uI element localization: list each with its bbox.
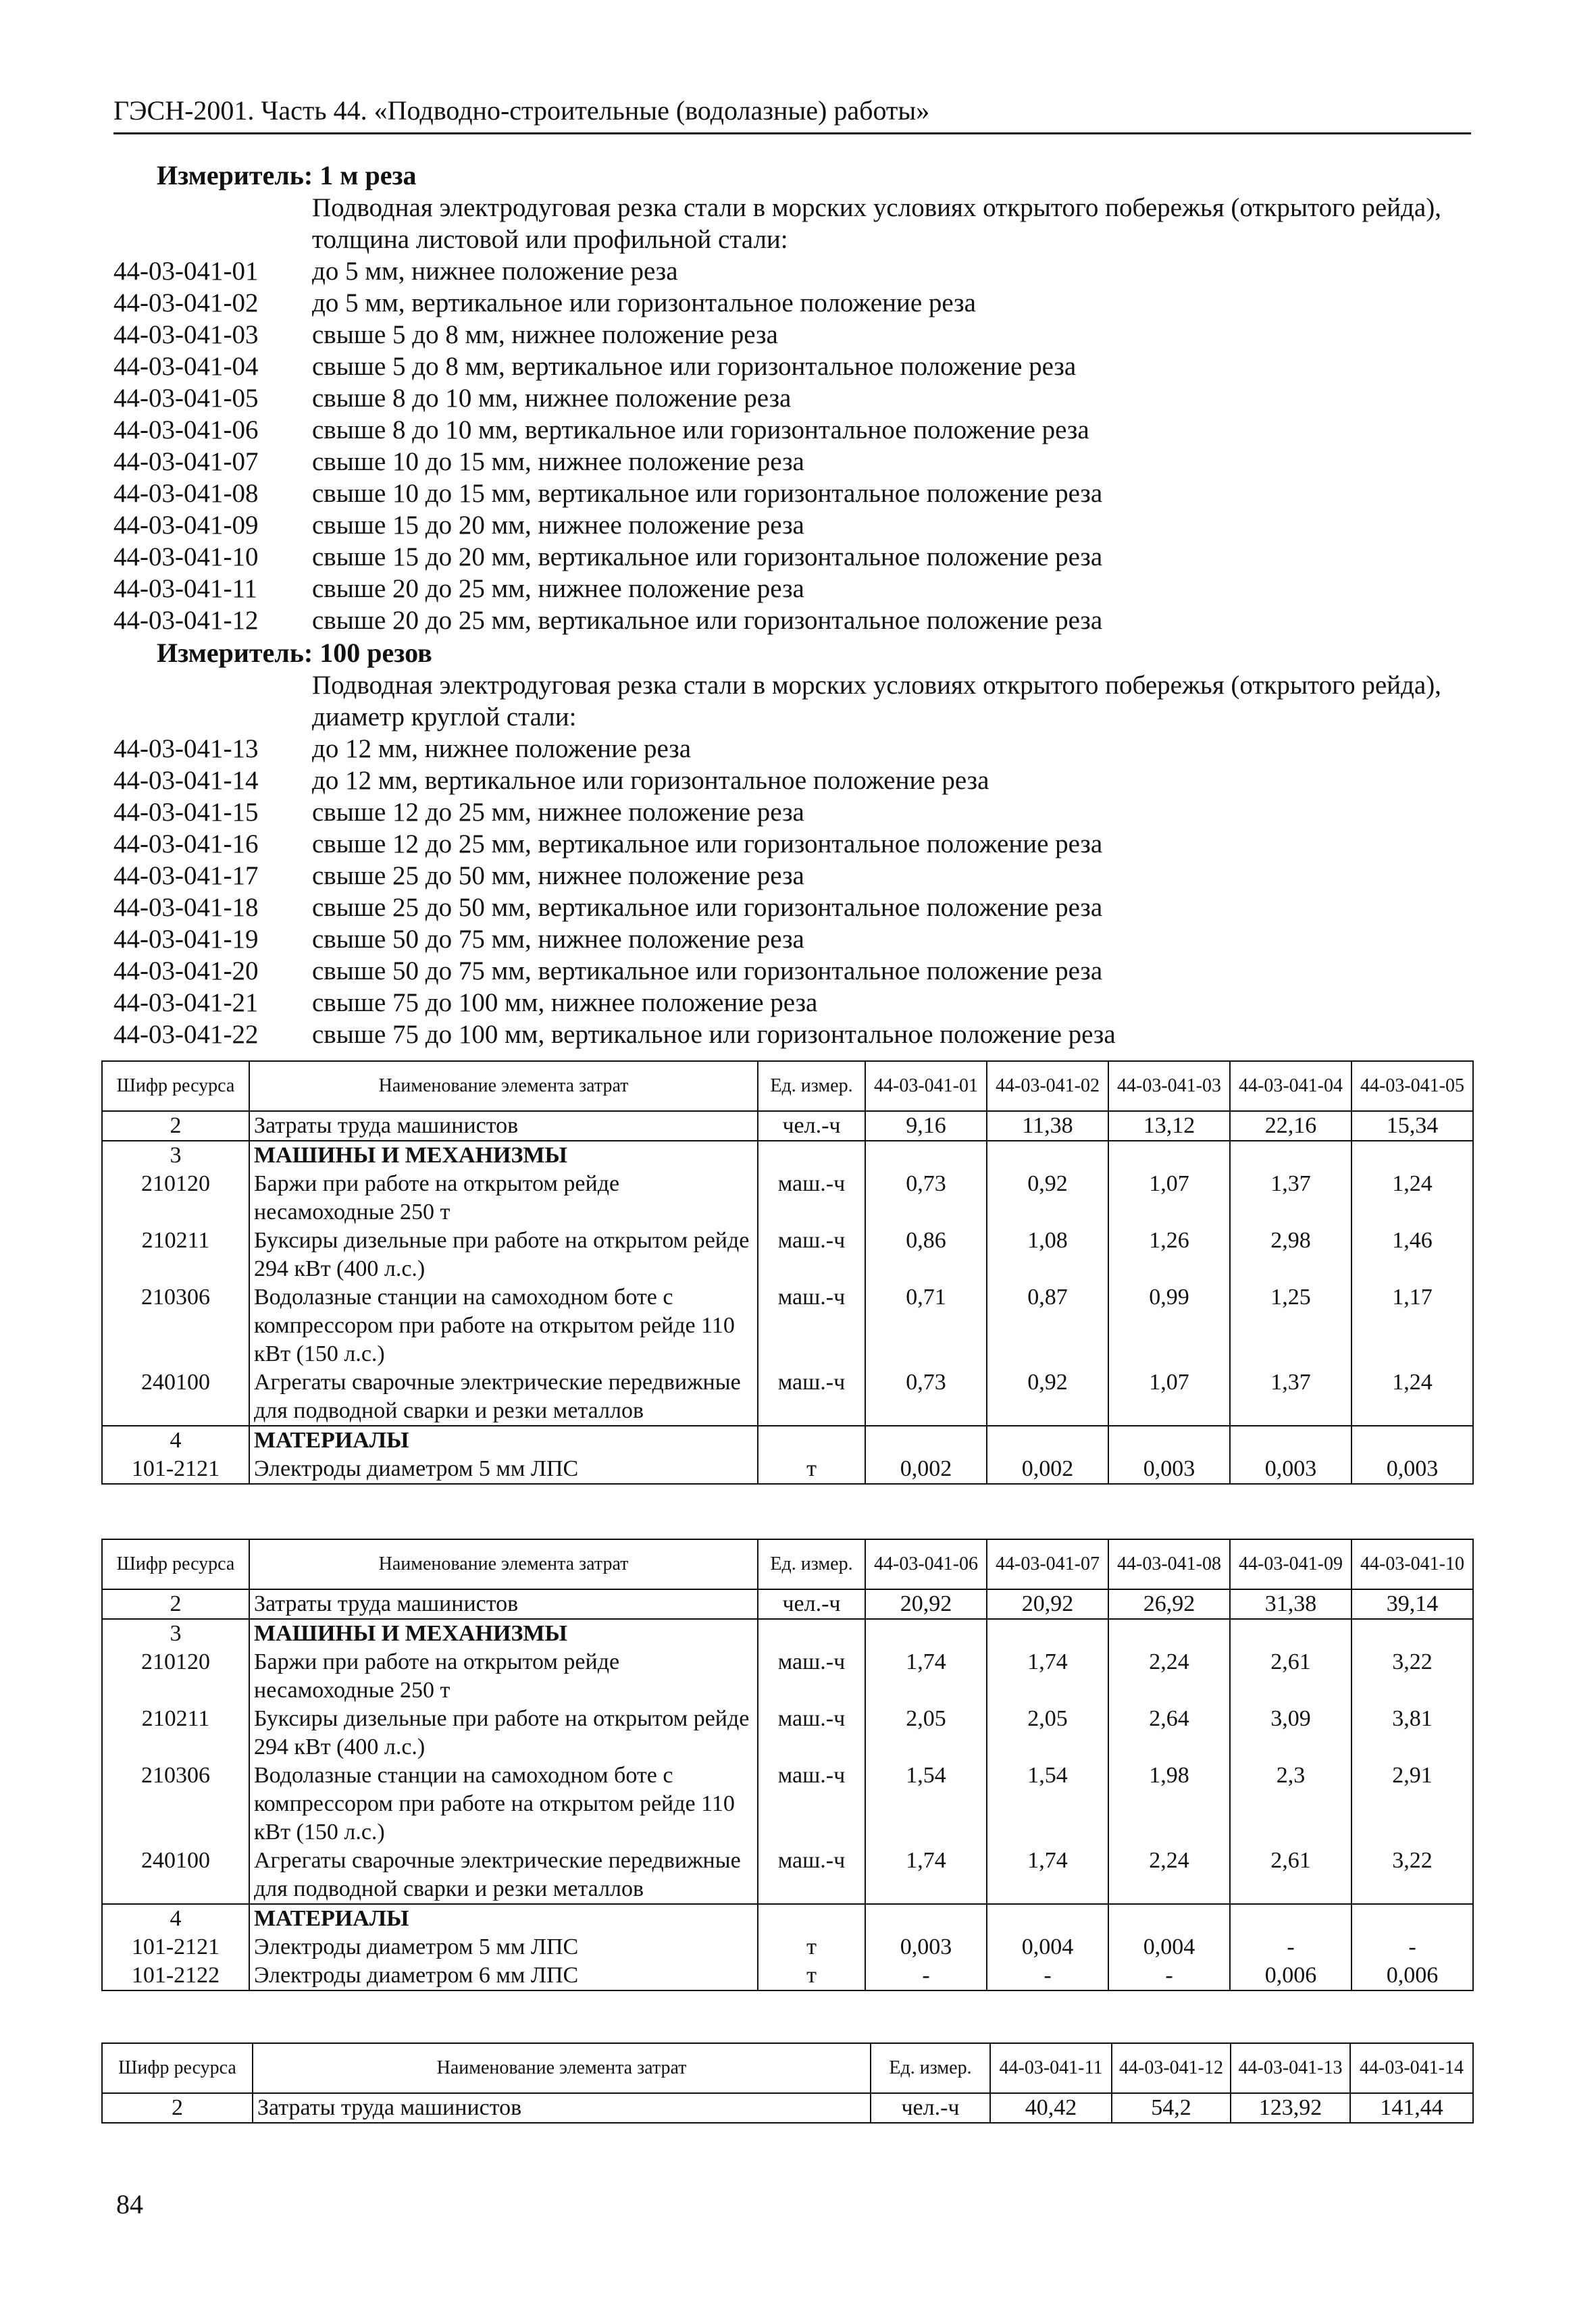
col-header-norm: 44-03-041-03 (1108, 1061, 1230, 1111)
norm-code: 44-03-041-15 (113, 798, 259, 827)
cell-value (1108, 1619, 1230, 1648)
cell-value: 11,38 (987, 1111, 1108, 1141)
norm-item (113, 987, 1116, 1019)
cell-value: 2,61 (1230, 1648, 1352, 1705)
cell-value: 0,87 (987, 1283, 1108, 1368)
norm-code: 44-03-041-12 (113, 606, 259, 635)
cell-value: 1,08 (987, 1227, 1108, 1283)
resource-table-1 (101, 1060, 1474, 1485)
norm-item (113, 605, 1102, 636)
cell-unit: маш.-ч (758, 1762, 865, 1847)
table-row (102, 1170, 1473, 1227)
cell-value (1230, 1619, 1352, 1648)
cell-value: 0,006 (1352, 1961, 1473, 1990)
cell-code: 101-2121 (102, 1455, 249, 1484)
norm-code: 44-03-041-19 (113, 925, 259, 954)
norm-description: свыше 8 до 10 мм, нижнее положение реза (312, 384, 792, 413)
cell-value: - (1352, 1933, 1473, 1961)
cell-name: Затраты труда машинистов (249, 1111, 758, 1141)
col-header-norm: 44-03-041-01 (865, 1061, 987, 1111)
cell-unit (758, 1904, 865, 1933)
resource-table-2 (101, 1539, 1474, 1991)
norm-item (113, 414, 1102, 446)
col-header-name: Наименование элемента затрат (253, 2043, 871, 2093)
norm-description: до 5 мм, нижнее положение реза (312, 257, 678, 286)
table-row (102, 1283, 1473, 1368)
cell-name: Электроды диаметром 6 мм ЛПС (249, 1961, 758, 1990)
cell-value: 3,22 (1352, 1847, 1473, 1904)
cell-name: Агрегаты сварочные электрические передвижные для подводной сварки и резки металлов (249, 1847, 758, 1904)
cell-value: 31,38 (1230, 1589, 1352, 1619)
cell-value: 0,002 (865, 1455, 987, 1484)
cell-unit (758, 1619, 865, 1648)
cell-value: 1,74 (987, 1847, 1108, 1904)
cell-value: 0,006 (1230, 1961, 1352, 1990)
cell-name: Затраты труда машинистов (249, 1589, 758, 1619)
page-header: ГЭСН-2001. Часть 44. «Подводно-строительные (водолазные) работы» (113, 95, 1471, 134)
norm-description: свыше 50 до 75 мм, нижнее положение реза (312, 925, 804, 954)
norm-description: до 12 мм, нижнее положение реза (312, 734, 692, 763)
cell-code: 4 (102, 1904, 249, 1933)
cell-unit: чел.-ч (871, 2093, 990, 2123)
cell-value: 1,98 (1108, 1762, 1230, 1847)
norm-item (113, 828, 1116, 860)
cell-name: Агрегаты сварочные электрические передвижные для подводной сварки и резки металлов (249, 1368, 758, 1426)
table-row (102, 1111, 1473, 1141)
section-row (102, 1141, 1473, 1170)
table-row (102, 1368, 1473, 1426)
cell-value: 40,42 (990, 2093, 1112, 2123)
cell-value: 1,37 (1230, 1368, 1352, 1426)
cell-value: 1,37 (1230, 1170, 1352, 1227)
norm-list-1 (113, 255, 1102, 636)
norm-description: свыше 10 до 15 мм, нижнее положение реза (312, 447, 804, 476)
cell-value: 0,003 (1230, 1455, 1352, 1484)
cell-section-title: МАТЕРИАЛЫ (249, 1426, 758, 1455)
norm-description: свыше 20 до 25 мм, нижнее положение реза (312, 574, 804, 603)
col-header-norm: 44-03-041-12 (1112, 2043, 1231, 2093)
norm-item (113, 955, 1116, 987)
cell-value: 1,46 (1352, 1227, 1473, 1283)
cell-value: 2,24 (1108, 1648, 1230, 1705)
cell-unit: маш.-ч (758, 1227, 865, 1283)
cell-value (1230, 1426, 1352, 1455)
cell-code: 101-2122 (102, 1961, 249, 1990)
norm-item (113, 509, 1102, 541)
cell-code: 101-2121 (102, 1933, 249, 1961)
table-row (102, 1847, 1473, 1904)
norm-description: свыше 5 до 8 мм, вертикальное или горизонтальное положение реза (312, 352, 1077, 381)
cell-value: 1,26 (1108, 1227, 1230, 1283)
norm-item (113, 255, 1102, 287)
norm-item (113, 478, 1102, 509)
norm-description: свыше 8 до 10 мм, вертикальное или горизонтальное положение реза (312, 415, 1089, 444)
cell-value (1352, 1619, 1473, 1648)
col-header-unit: Ед. измер. (758, 1539, 865, 1589)
unit-heading-2: Измеритель: 100 резов (157, 638, 432, 668)
cell-value: 1,07 (1108, 1368, 1230, 1426)
table-row (102, 2093, 1473, 2123)
cell-value: 0,99 (1108, 1283, 1230, 1368)
col-header-code: Шифр ресурса (102, 2043, 253, 2093)
cell-value: 54,2 (1112, 2093, 1231, 2123)
table-row (102, 1961, 1473, 1990)
norm-code: 44-03-041-06 (113, 415, 259, 444)
cell-unit: т (758, 1933, 865, 1961)
section-row (102, 1619, 1473, 1648)
cell-name: Баржи при работе на открытом рейде несамоходные 250 т (249, 1170, 758, 1227)
cell-name: Буксиры дизельные при работе на открытом рейде 294 кВт (400 л.с.) (249, 1227, 758, 1283)
norm-item (113, 319, 1102, 351)
cell-unit: чел.-ч (758, 1111, 865, 1141)
cell-value: 2,3 (1230, 1762, 1352, 1847)
norm-description: свыше 5 до 8 мм, нижнее положение реза (312, 320, 778, 349)
norm-code: 44-03-041-03 (113, 320, 259, 349)
cell-value (1230, 1904, 1352, 1933)
norm-item (113, 573, 1102, 605)
norm-item (113, 765, 1116, 796)
cell-value (1108, 1904, 1230, 1933)
norm-code: 44-03-041-13 (113, 734, 259, 763)
norm-description: свыше 10 до 15 мм, вертикальное или горизонтальное положение реза (312, 479, 1103, 508)
cell-value: 123,92 (1231, 2093, 1350, 2123)
col-header-norm: 44-03-041-11 (990, 2043, 1112, 2093)
cell-code: 210120 (102, 1648, 249, 1705)
cell-unit: т (758, 1961, 865, 1990)
cell-unit: маш.-ч (758, 1170, 865, 1227)
col-header-norm: 44-03-041-04 (1230, 1061, 1352, 1111)
cell-value: 3,22 (1352, 1648, 1473, 1705)
norm-description: свыше 20 до 25 мм, вертикальное или горизонтальное положение реза (312, 606, 1103, 635)
col-header-norm: 44-03-041-10 (1352, 1539, 1473, 1589)
cell-unit: маш.-ч (758, 1847, 865, 1904)
cell-value: 2,05 (865, 1705, 987, 1762)
col-header-name: Наименование элемента затрат (249, 1539, 758, 1589)
cell-value: 1,54 (987, 1762, 1108, 1847)
cell-value (987, 1426, 1108, 1455)
norm-description: свыше 25 до 50 мм, вертикальное или горизонтальное положение реза (312, 893, 1103, 922)
cell-value: 22,16 (1230, 1111, 1352, 1141)
col-header-norm: 44-03-041-09 (1230, 1539, 1352, 1589)
cell-value: 1,24 (1352, 1170, 1473, 1227)
cell-value: 0,73 (865, 1170, 987, 1227)
cell-code: 210211 (102, 1705, 249, 1762)
cell-value (1108, 1426, 1230, 1455)
cell-value: 3,09 (1230, 1705, 1352, 1762)
cell-value: 1,07 (1108, 1170, 1230, 1227)
cell-code: 3 (102, 1619, 249, 1648)
cell-value: 1,25 (1230, 1283, 1352, 1368)
cell-section-title: МАТЕРИАЛЫ (249, 1904, 758, 1933)
cell-value (1352, 1141, 1473, 1170)
cell-unit: маш.-ч (758, 1283, 865, 1368)
cell-value: - (865, 1961, 987, 1990)
cell-value (865, 1141, 987, 1170)
norm-item (113, 796, 1116, 828)
cell-code: 2 (102, 2093, 253, 2123)
norm-description: свыше 75 до 100 мм, вертикальное или горизонтальное положение реза (312, 1020, 1116, 1049)
norm-item (113, 541, 1102, 573)
cell-value: 0,86 (865, 1227, 987, 1283)
norm-item (113, 351, 1102, 382)
cell-value: 0,004 (987, 1933, 1108, 1961)
norm-description: свыше 12 до 25 мм, вертикальное или горизонтальное положение реза (312, 829, 1103, 858)
col-header-norm: 44-03-041-14 (1350, 2043, 1473, 2093)
cell-value: 0,92 (987, 1368, 1108, 1426)
norm-item (113, 923, 1116, 955)
norm-item (113, 287, 1102, 319)
cell-value: 0,003 (1352, 1455, 1473, 1484)
cell-value: 3,81 (1352, 1705, 1473, 1762)
cell-section-title: МАШИНЫ И МЕХАНИЗМЫ (249, 1619, 758, 1648)
norm-code: 44-03-041-16 (113, 829, 259, 858)
cell-code: 210306 (102, 1283, 249, 1368)
table-row (102, 1455, 1473, 1484)
cell-value: 1,54 (865, 1762, 987, 1847)
cell-code: 240100 (102, 1847, 249, 1904)
cell-name: Буксиры дизельные при работе на открытом рейде 294 кВт (400 л.с.) (249, 1705, 758, 1762)
norm-code: 44-03-041-22 (113, 1020, 259, 1049)
cell-value (1352, 1904, 1473, 1933)
norm-item (113, 382, 1102, 414)
cell-value: - (987, 1961, 1108, 1990)
col-header-code: Шифр ресурса (102, 1061, 249, 1111)
cell-value: 0,92 (987, 1170, 1108, 1227)
section-row (102, 1426, 1473, 1455)
cell-unit: маш.-ч (758, 1648, 865, 1705)
norm-item (113, 860, 1116, 892)
cell-value (1108, 1141, 1230, 1170)
cell-name: Водолазные станции на самоходном боте с компрессором при работе на открытом рейде 110 кВт (150 л.с.) (249, 1762, 758, 1847)
norm-code: 44-03-041-07 (113, 447, 259, 476)
table-row (102, 1933, 1473, 1961)
norm-code: 44-03-041-09 (113, 511, 259, 540)
norm-code: 44-03-041-10 (113, 542, 259, 571)
cell-code: 2 (102, 1589, 249, 1619)
col-header-norm: 44-03-041-13 (1231, 2043, 1350, 2093)
col-header-norm: 44-03-041-08 (1108, 1539, 1230, 1589)
cell-code: 210211 (102, 1227, 249, 1283)
cell-code: 3 (102, 1141, 249, 1170)
norm-code: 44-03-041-20 (113, 956, 259, 985)
norm-description: свыше 12 до 25 мм, нижнее положение реза (312, 798, 804, 827)
norm-code: 44-03-041-08 (113, 479, 259, 508)
cell-value: 20,92 (865, 1589, 987, 1619)
col-header-code: Шифр ресурса (102, 1539, 249, 1589)
col-header-norm: 44-03-041-06 (865, 1539, 987, 1589)
norm-description: свыше 15 до 20 мм, вертикальное или горизонтальное положение реза (312, 542, 1103, 571)
cell-name: Затраты труда машинистов (253, 2093, 871, 2123)
cell-value: - (1230, 1933, 1352, 1961)
cell-value (1230, 1141, 1352, 1170)
norm-code: 44-03-041-05 (113, 384, 259, 413)
cell-value: 1,74 (865, 1847, 987, 1904)
cell-unit (758, 1141, 865, 1170)
norm-code: 44-03-041-21 (113, 988, 259, 1017)
cell-value: 1,24 (1352, 1368, 1473, 1426)
cell-value: 39,14 (1352, 1589, 1473, 1619)
intro-text-2: Подводная электродуговая резка стали в морских условиях открытого побережья (открытого рейда), диаметр круглой стали: (312, 671, 1441, 731)
cell-value: 20,92 (987, 1589, 1108, 1619)
norm-code: 44-03-041-14 (113, 766, 259, 795)
cell-value: 0,71 (865, 1283, 987, 1368)
cell-value: 15,34 (1352, 1111, 1473, 1141)
cell-code: 210120 (102, 1170, 249, 1227)
cell-value: 2,05 (987, 1705, 1108, 1762)
norm-item (113, 446, 1102, 478)
cell-value (987, 1904, 1108, 1933)
norm-description: до 5 мм, вертикальное или горизонтальное положение реза (312, 288, 976, 317)
table-row (102, 1227, 1473, 1283)
norm-description: свыше 15 до 20 мм, нижнее положение реза (312, 511, 804, 540)
cell-code: 240100 (102, 1368, 249, 1426)
section-row (102, 1904, 1473, 1933)
cell-section-title: МАШИНЫ И МЕХАНИЗМЫ (249, 1141, 758, 1170)
cell-value: 0,002 (987, 1455, 1108, 1484)
cell-code: 2 (102, 1111, 249, 1141)
table-row (102, 1705, 1473, 1762)
table-row (102, 1762, 1473, 1847)
norm-code: 44-03-041-04 (113, 352, 259, 381)
cell-value: 26,92 (1108, 1589, 1230, 1619)
cell-value (865, 1426, 987, 1455)
cell-value: 1,17 (1352, 1283, 1473, 1368)
cell-unit (758, 1426, 865, 1455)
cell-value: 0,73 (865, 1368, 987, 1426)
intro-text-1: Подводная электродуговая резка стали в морских условиях открытого побережья (открытого рейда), толщина листовой или профильной стали: (312, 193, 1441, 254)
norm-list-2 (113, 733, 1116, 1050)
norm-item (113, 1019, 1116, 1050)
col-header-norm: 44-03-041-05 (1352, 1061, 1473, 1111)
norm-code: 44-03-041-02 (113, 288, 259, 317)
cell-value: 2,91 (1352, 1762, 1473, 1847)
cell-value: - (1108, 1961, 1230, 1990)
col-header-unit: Ед. измер. (871, 2043, 990, 2093)
cell-value (1352, 1426, 1473, 1455)
cell-value (865, 1904, 987, 1933)
cell-code: 210306 (102, 1762, 249, 1847)
resource-table-3 (101, 2042, 1474, 2124)
norm-description: свыше 25 до 50 мм, нижнее положение реза (312, 861, 804, 890)
cell-value: 141,44 (1350, 2093, 1473, 2123)
cell-value (987, 1141, 1108, 1170)
cell-value (987, 1619, 1108, 1648)
cell-name: Электроды диаметром 5 мм ЛПС (249, 1455, 758, 1484)
norm-code: 44-03-041-18 (113, 893, 259, 922)
col-header-name: Наименование элемента затрат (249, 1061, 758, 1111)
cell-value: 2,24 (1108, 1847, 1230, 1904)
cell-unit: т (758, 1455, 865, 1484)
unit-heading-1: Измеритель: 1 м реза (157, 160, 417, 190)
norm-code: 44-03-041-01 (113, 257, 259, 286)
cell-value: 9,16 (865, 1111, 987, 1141)
norm-item (113, 892, 1116, 923)
page-number: 84 (116, 2189, 143, 2219)
cell-value: 0,003 (1108, 1455, 1230, 1484)
cell-value: 0,004 (1108, 1933, 1230, 1961)
cell-unit: маш.-ч (758, 1705, 865, 1762)
cell-unit: маш.-ч (758, 1368, 865, 1426)
cell-name: Водолазные станции на самоходном боте с компрессором при работе на открытом рейде 110 кВт (150 л.с.) (249, 1283, 758, 1368)
cell-value: 2,61 (1230, 1847, 1352, 1904)
norm-code: 44-03-041-11 (113, 574, 258, 603)
table-row (102, 1648, 1473, 1705)
norm-description: свыше 50 до 75 мм, вертикальное или горизонтальное положение реза (312, 956, 1103, 985)
norm-item (113, 733, 1116, 765)
cell-value: 2,98 (1230, 1227, 1352, 1283)
cell-value: 2,64 (1108, 1705, 1230, 1762)
cell-value: 1,74 (987, 1648, 1108, 1705)
norm-code: 44-03-041-17 (113, 861, 259, 890)
norm-description: до 12 мм, вертикальное или горизонтальное положение реза (312, 766, 989, 795)
cell-name: Баржи при работе на открытом рейде несамоходные 250 т (249, 1648, 758, 1705)
cell-name: Электроды диаметром 5 мм ЛПС (249, 1933, 758, 1961)
cell-code: 4 (102, 1426, 249, 1455)
table-row (102, 1589, 1473, 1619)
cell-value (865, 1619, 987, 1648)
col-header-norm: 44-03-041-07 (987, 1539, 1108, 1589)
cell-unit: чел.-ч (758, 1589, 865, 1619)
cell-value: 0,003 (865, 1933, 987, 1961)
cell-value: 1,74 (865, 1648, 987, 1705)
cell-value: 13,12 (1108, 1111, 1230, 1141)
col-header-norm: 44-03-041-02 (987, 1061, 1108, 1111)
norm-description: свыше 75 до 100 мм, нижнее положение реза (312, 988, 818, 1017)
col-header-unit: Ед. измер. (758, 1061, 865, 1111)
